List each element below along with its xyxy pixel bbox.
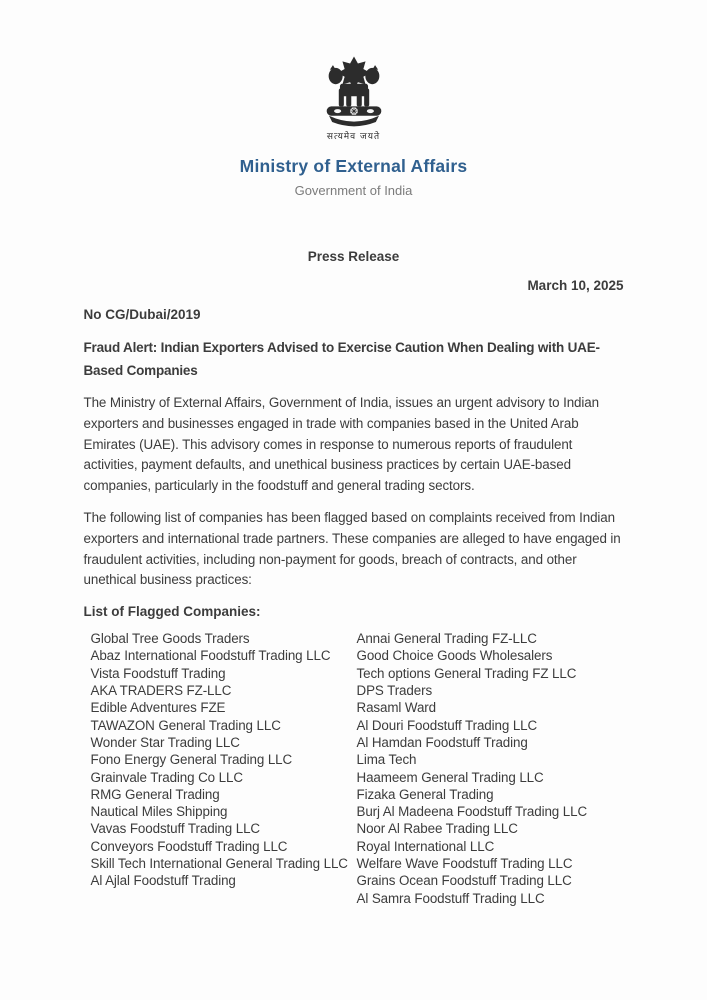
company-name: Rasaml Ward [356, 700, 437, 716]
company-column-2 [357, 630, 624, 907]
government-subtitle: Government of India [294, 183, 413, 198]
company-column-1 [91, 630, 357, 907]
reference-number: No CG/Dubai/2019 [83, 307, 201, 322]
list-heading: List of Flagged Companies: [83, 604, 261, 620]
company-name: Vista Foodstuff Trading [90, 665, 226, 681]
company-name: AKA TRADERS FZ-LLC [90, 683, 232, 699]
document-header [0, 0, 707, 198]
company-name: Al Samra Foodstuff Trading LLC [356, 890, 545, 906]
india-emblem [0, 54, 707, 143]
press-release-title: Press Release [307, 249, 400, 264]
company-name: Edible Adventures FZE [90, 700, 226, 716]
company-name: Conveyors Foodstuff Trading LLC [90, 838, 288, 854]
company-name: Good Choice Goods Wholesalers [356, 648, 553, 664]
company-name: Fono Energy General Trading LLC [90, 752, 293, 768]
company-name: Royal International LLC [356, 838, 495, 854]
company-name: Vavas Foodstuff Trading LLC [90, 821, 260, 837]
company-name: Nautical Miles Shipping [90, 804, 228, 820]
company-name: Grains Ocean Foodstuff Trading LLC [356, 873, 572, 889]
company-name: Annai General Trading FZ-LLC [356, 631, 537, 647]
company-name: Wonder Star Trading LLC [90, 734, 240, 750]
paragraph-flagged-list: The following list of companies has been flagged based on complaints received from Indian exporters and international trade partners. These companies are alleged to have engaged in fraudulent activities, including non-payment for goods, breach of contracts, and other unethical business practices: [83, 509, 621, 588]
company-name: Skill Tech International General Trading LLC [90, 856, 348, 872]
emblem-motto: सत्यमेव जयते [326, 132, 381, 142]
alert-heading: Fraud Alert: Indian Exporters Advised to Exercise Caution When Dealing with UAE-Based Companies [83, 340, 600, 378]
company-name: Abaz International Foodstuff Trading LLC [90, 648, 331, 664]
company-name: Global Tree Goods Traders [90, 631, 250, 647]
company-name: Al Douri Foodstuff Trading LLC [356, 717, 538, 733]
company-name: Noor Al Rabee Trading LLC [356, 821, 518, 837]
company-name: Grainvale Trading Co LLC [90, 769, 243, 785]
company-name: Lima Tech [356, 752, 417, 768]
company-name: Al Hamdan Foodstuff Trading [356, 734, 528, 750]
company-name: Burj Al Madeena Foodstuff Trading LLC [356, 804, 588, 820]
company-name: TAWAZON General Trading LLC [90, 717, 281, 733]
paragraph-advisory: The Ministry of External Affairs, Government of India, issues an urgent advisory to Indian exporters and businesses engaged in trade with companies based in the United Arab Emirates (UAE). This advisory comes in response to numerous reports of fraudulent activities, payment defaults, and unethical business practices by certain UAE-based companies, particularly in the foodstuff and general trading sectors. [83, 395, 599, 494]
company-name: Tech options General Trading FZ LLC [356, 665, 577, 681]
company-name: Al Ajlal Foodstuff Trading [90, 873, 236, 889]
company-name: Welfare Wave Foodstuff Trading LLC [356, 856, 573, 872]
ministry-title: Ministry of External Affairs [239, 156, 468, 176]
document-body [84, 248, 624, 907]
company-name: Fizaka General Trading [356, 786, 494, 802]
company-list [84, 630, 624, 907]
company-name: DPS Traders [356, 683, 433, 699]
lion-capital-icon [315, 54, 393, 130]
company-name: Haameem General Trading LLC [356, 769, 544, 785]
release-date: March 10, 2025 [527, 278, 624, 293]
company-name: RMG General Trading [90, 786, 220, 802]
